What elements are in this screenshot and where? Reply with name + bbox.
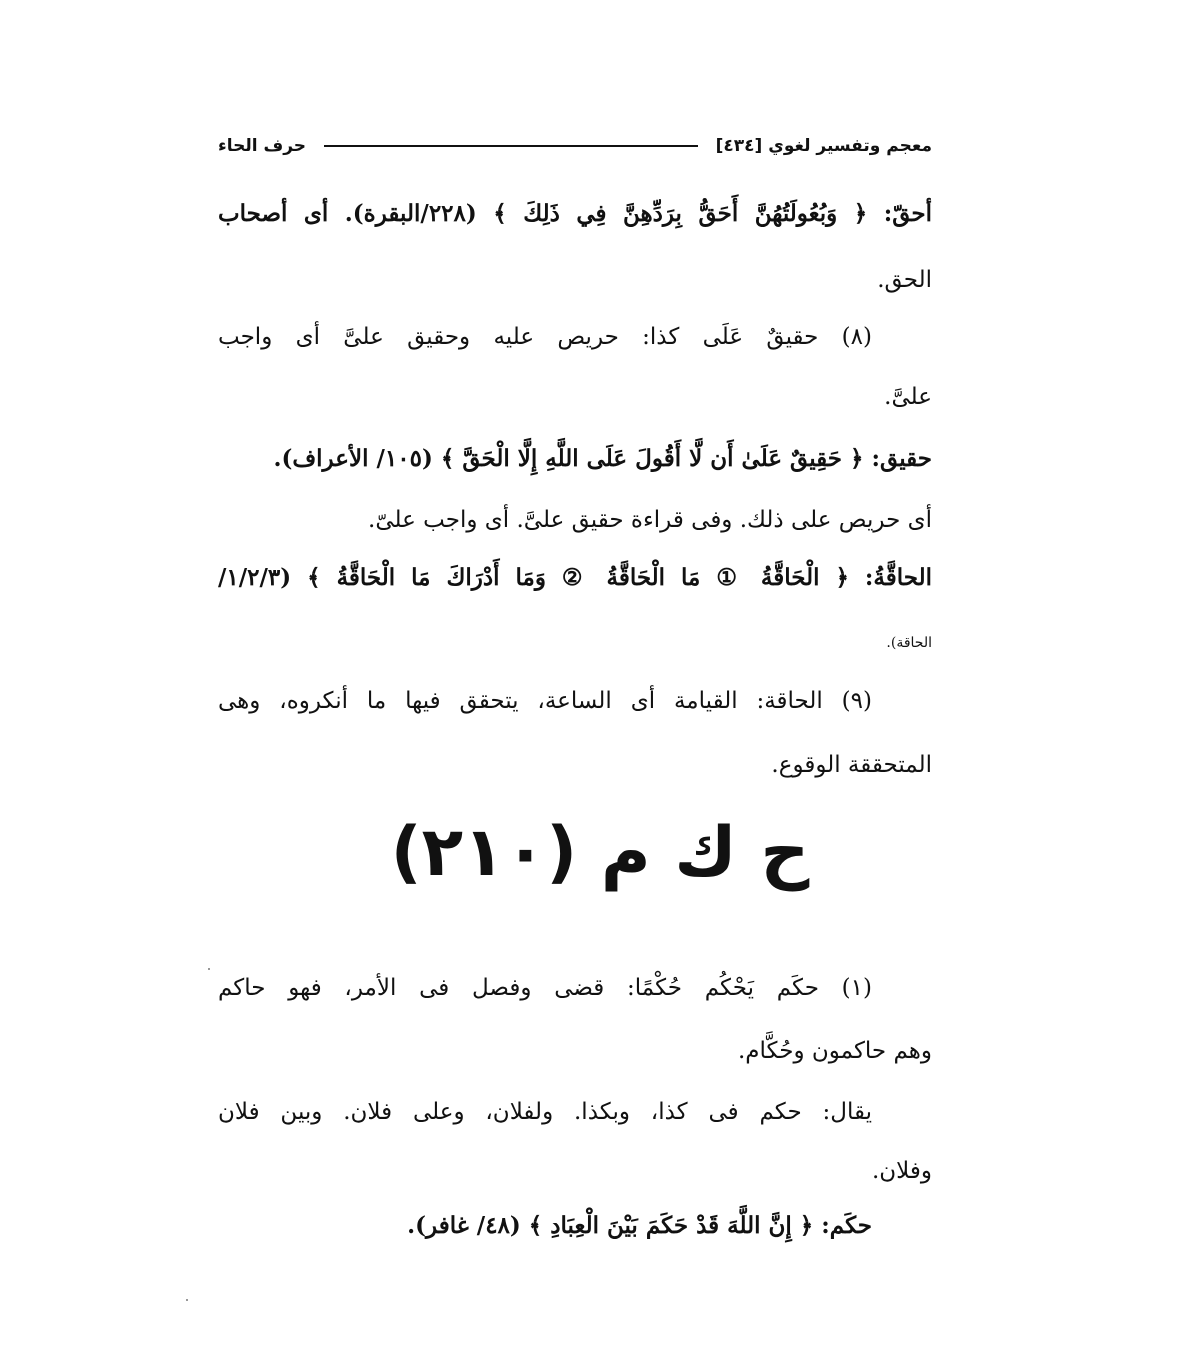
- scan-speck: [186, 1299, 188, 1301]
- running-header: [218, 131, 932, 161]
- entry-heading: ح ك م (٢١٠): [390, 813, 810, 892]
- text-line: الحاقة).: [886, 635, 932, 651]
- text-line: الحق.: [877, 267, 932, 293]
- text-line: وفلان.: [871, 1158, 932, 1184]
- page-label: [٤٣٤] معجم وتفسير لغوي: [715, 136, 932, 156]
- text-line: يقال: حكم فى كذا، وبكذا. ولفلان، وعلى فلان. وبين فلان: [218, 1099, 872, 1125]
- text-line: حقيق: ﴿ حَقِيقٌ عَلَىٰ أَن لَّا أَقُولَ عَلَى اللَّهِ إِلَّا الْحَقَّ ﴾ (١٠٥/ الأعراف).: [273, 445, 932, 472]
- header-rule: [324, 145, 698, 147]
- text-line: (٨) حقيقٌ عَلَى كذا: حريص عليه وحقيق علىَّ أى واجب: [218, 324, 872, 350]
- section-label: حرف الحاء: [218, 136, 307, 156]
- text-line: وهم حاكمون وحُكَّام.: [738, 1038, 932, 1064]
- text-line: حكَم: ﴿ إِنَّ اللَّهَ قَدْ حَكَمَ بَيْنَ الْعِبَادِ ﴾ (٤٨/ غافر).: [407, 1212, 872, 1239]
- text-line: أحقّ: ﴿ وَبُعُولَتُهُنَّ أَحَقُّ بِرَدِّهِنَّ فِي ذَلِكَ ﴾ (٢٢٨/البقرة). أى أصحاب: [218, 200, 933, 227]
- text-line: علىَّ.: [884, 384, 932, 410]
- text-line: أى حريص على ذلك. وفى قراءة حقيق علىَّ. أى واجب علىّ.: [368, 507, 932, 533]
- text-line: (١) حكَم يَحْكُم حُكْمًا: قضى وفصل فى الأمر، فهو حاكم: [218, 975, 872, 1001]
- text-line: (٩) الحاقة: القيامة أى الساعة، يتحقق فيها ما أنكروه، وهى: [218, 688, 872, 714]
- scan-speck: [208, 968, 210, 970]
- text-line: المتحققة الوقوع.: [771, 752, 932, 778]
- text-line: الحاقَّةُ: ﴿ الْحَاقَّةُ ① مَا الْحَاقَّةُ ② وَمَا أَدْرَاكَ مَا الْحَاقَّةُ ﴾ (١/٢/٣/: [218, 564, 932, 591]
